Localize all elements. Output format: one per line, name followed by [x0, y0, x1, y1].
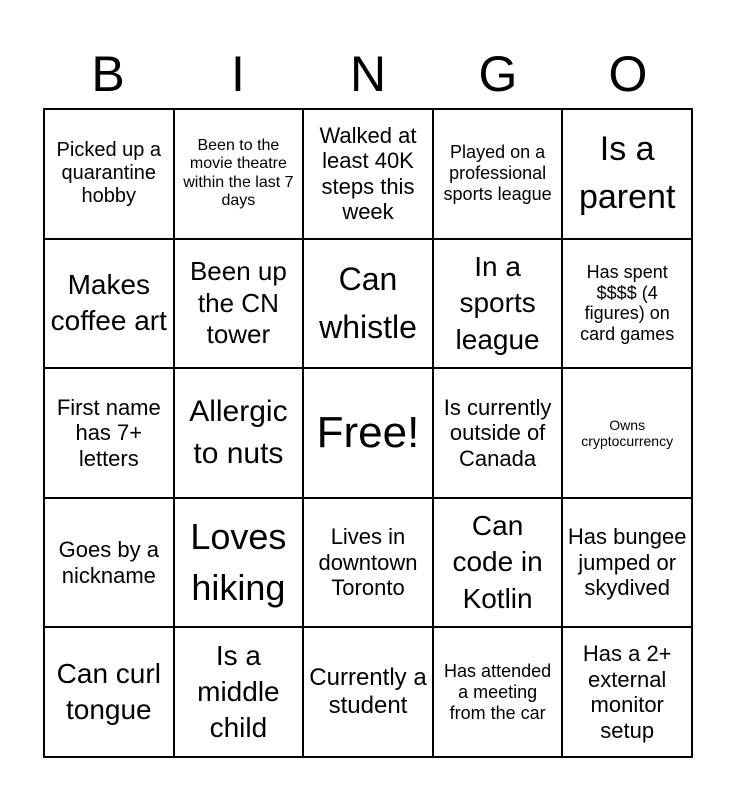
- cell-text: Free!: [316, 408, 420, 458]
- cell-text: Can code in Kotlin: [452, 510, 543, 614]
- cell-text: In a sports league: [455, 250, 540, 355]
- bingo-cell[interactable]: [44, 498, 174, 628]
- bingo-header: [43, 40, 693, 108]
- bingo-cell[interactable]: [562, 627, 692, 757]
- header-letter-i: I: [231, 46, 245, 102]
- cell-text: Can whistle: [319, 261, 417, 346]
- bingo-cell[interactable]: [433, 109, 563, 239]
- cell-text: First name has 7+ letters: [56, 394, 161, 471]
- bingo-cell[interactable]: [303, 109, 433, 239]
- cell-text: Been up the CN tower: [189, 255, 287, 350]
- bingo-cell[interactable]: [174, 498, 304, 628]
- cell-text: Has attended a meeting from the car: [444, 660, 552, 723]
- cell-text: Allergic to nuts: [189, 394, 288, 470]
- cell-text: Played on a professional sports league: [443, 142, 552, 205]
- bingo-cell[interactable]: [44, 368, 174, 498]
- bingo-cell[interactable]: [562, 109, 692, 239]
- bingo-cell[interactable]: [174, 368, 304, 498]
- cell-text: Can curl tongue: [56, 657, 161, 726]
- bingo-cell[interactable]: [44, 627, 174, 757]
- cell-text: Lives in downtown Toronto: [318, 524, 418, 601]
- header-letter-b: B: [91, 46, 125, 102]
- bingo-cell[interactable]: [174, 239, 304, 369]
- bingo-cell[interactable]: [562, 368, 692, 498]
- cell-text: Loves hiking: [190, 516, 287, 608]
- bingo-cell[interactable]: [303, 627, 433, 757]
- cell-text: Has spent $$$$ (4 figures) on card games: [580, 261, 675, 345]
- bingo-cell[interactable]: [303, 498, 433, 628]
- cell-text: Has bungee jumped or skydived: [567, 524, 687, 601]
- cell-text: Is a middle child: [197, 639, 280, 744]
- bingo-cell[interactable]: [44, 239, 174, 369]
- header-letter-o: O: [608, 46, 648, 102]
- bingo-card-grid: [43, 108, 693, 758]
- cell-text: Is currently outside of Canada: [443, 394, 552, 471]
- bingo-cell[interactable]: [433, 368, 563, 498]
- cell-text: Has a 2+ external monitor setup: [582, 641, 672, 743]
- bingo-cell[interactable]: [433, 239, 563, 369]
- bingo-cell[interactable]: [433, 498, 563, 628]
- cell-text: Owns cryptocurrency: [581, 416, 674, 449]
- header-letter-n: N: [349, 46, 387, 102]
- free-space-cell[interactable]: [303, 368, 433, 498]
- bingo-cell[interactable]: [174, 627, 304, 757]
- cell-text: Goes by a nickname: [58, 537, 159, 588]
- bingo-cell[interactable]: [44, 109, 174, 239]
- cell-text: Makes coffee art: [50, 269, 167, 337]
- cell-text: Picked up a quarantine hobby: [56, 139, 162, 208]
- bingo-cell[interactable]: [562, 498, 692, 628]
- bingo-cell[interactable]: [174, 109, 304, 239]
- bingo-cell[interactable]: [562, 239, 692, 369]
- cell-text: Walked at least 40K steps this week: [319, 122, 417, 225]
- cell-text: Been to the movie theatre within the last 7 days: [183, 136, 294, 210]
- header-letter-g: G: [478, 46, 518, 102]
- bingo-cell[interactable]: [433, 627, 563, 757]
- bingo-cell[interactable]: [303, 239, 433, 369]
- cell-text: Is a parent: [578, 130, 676, 216]
- cell-text: Currently a student: [309, 664, 427, 720]
